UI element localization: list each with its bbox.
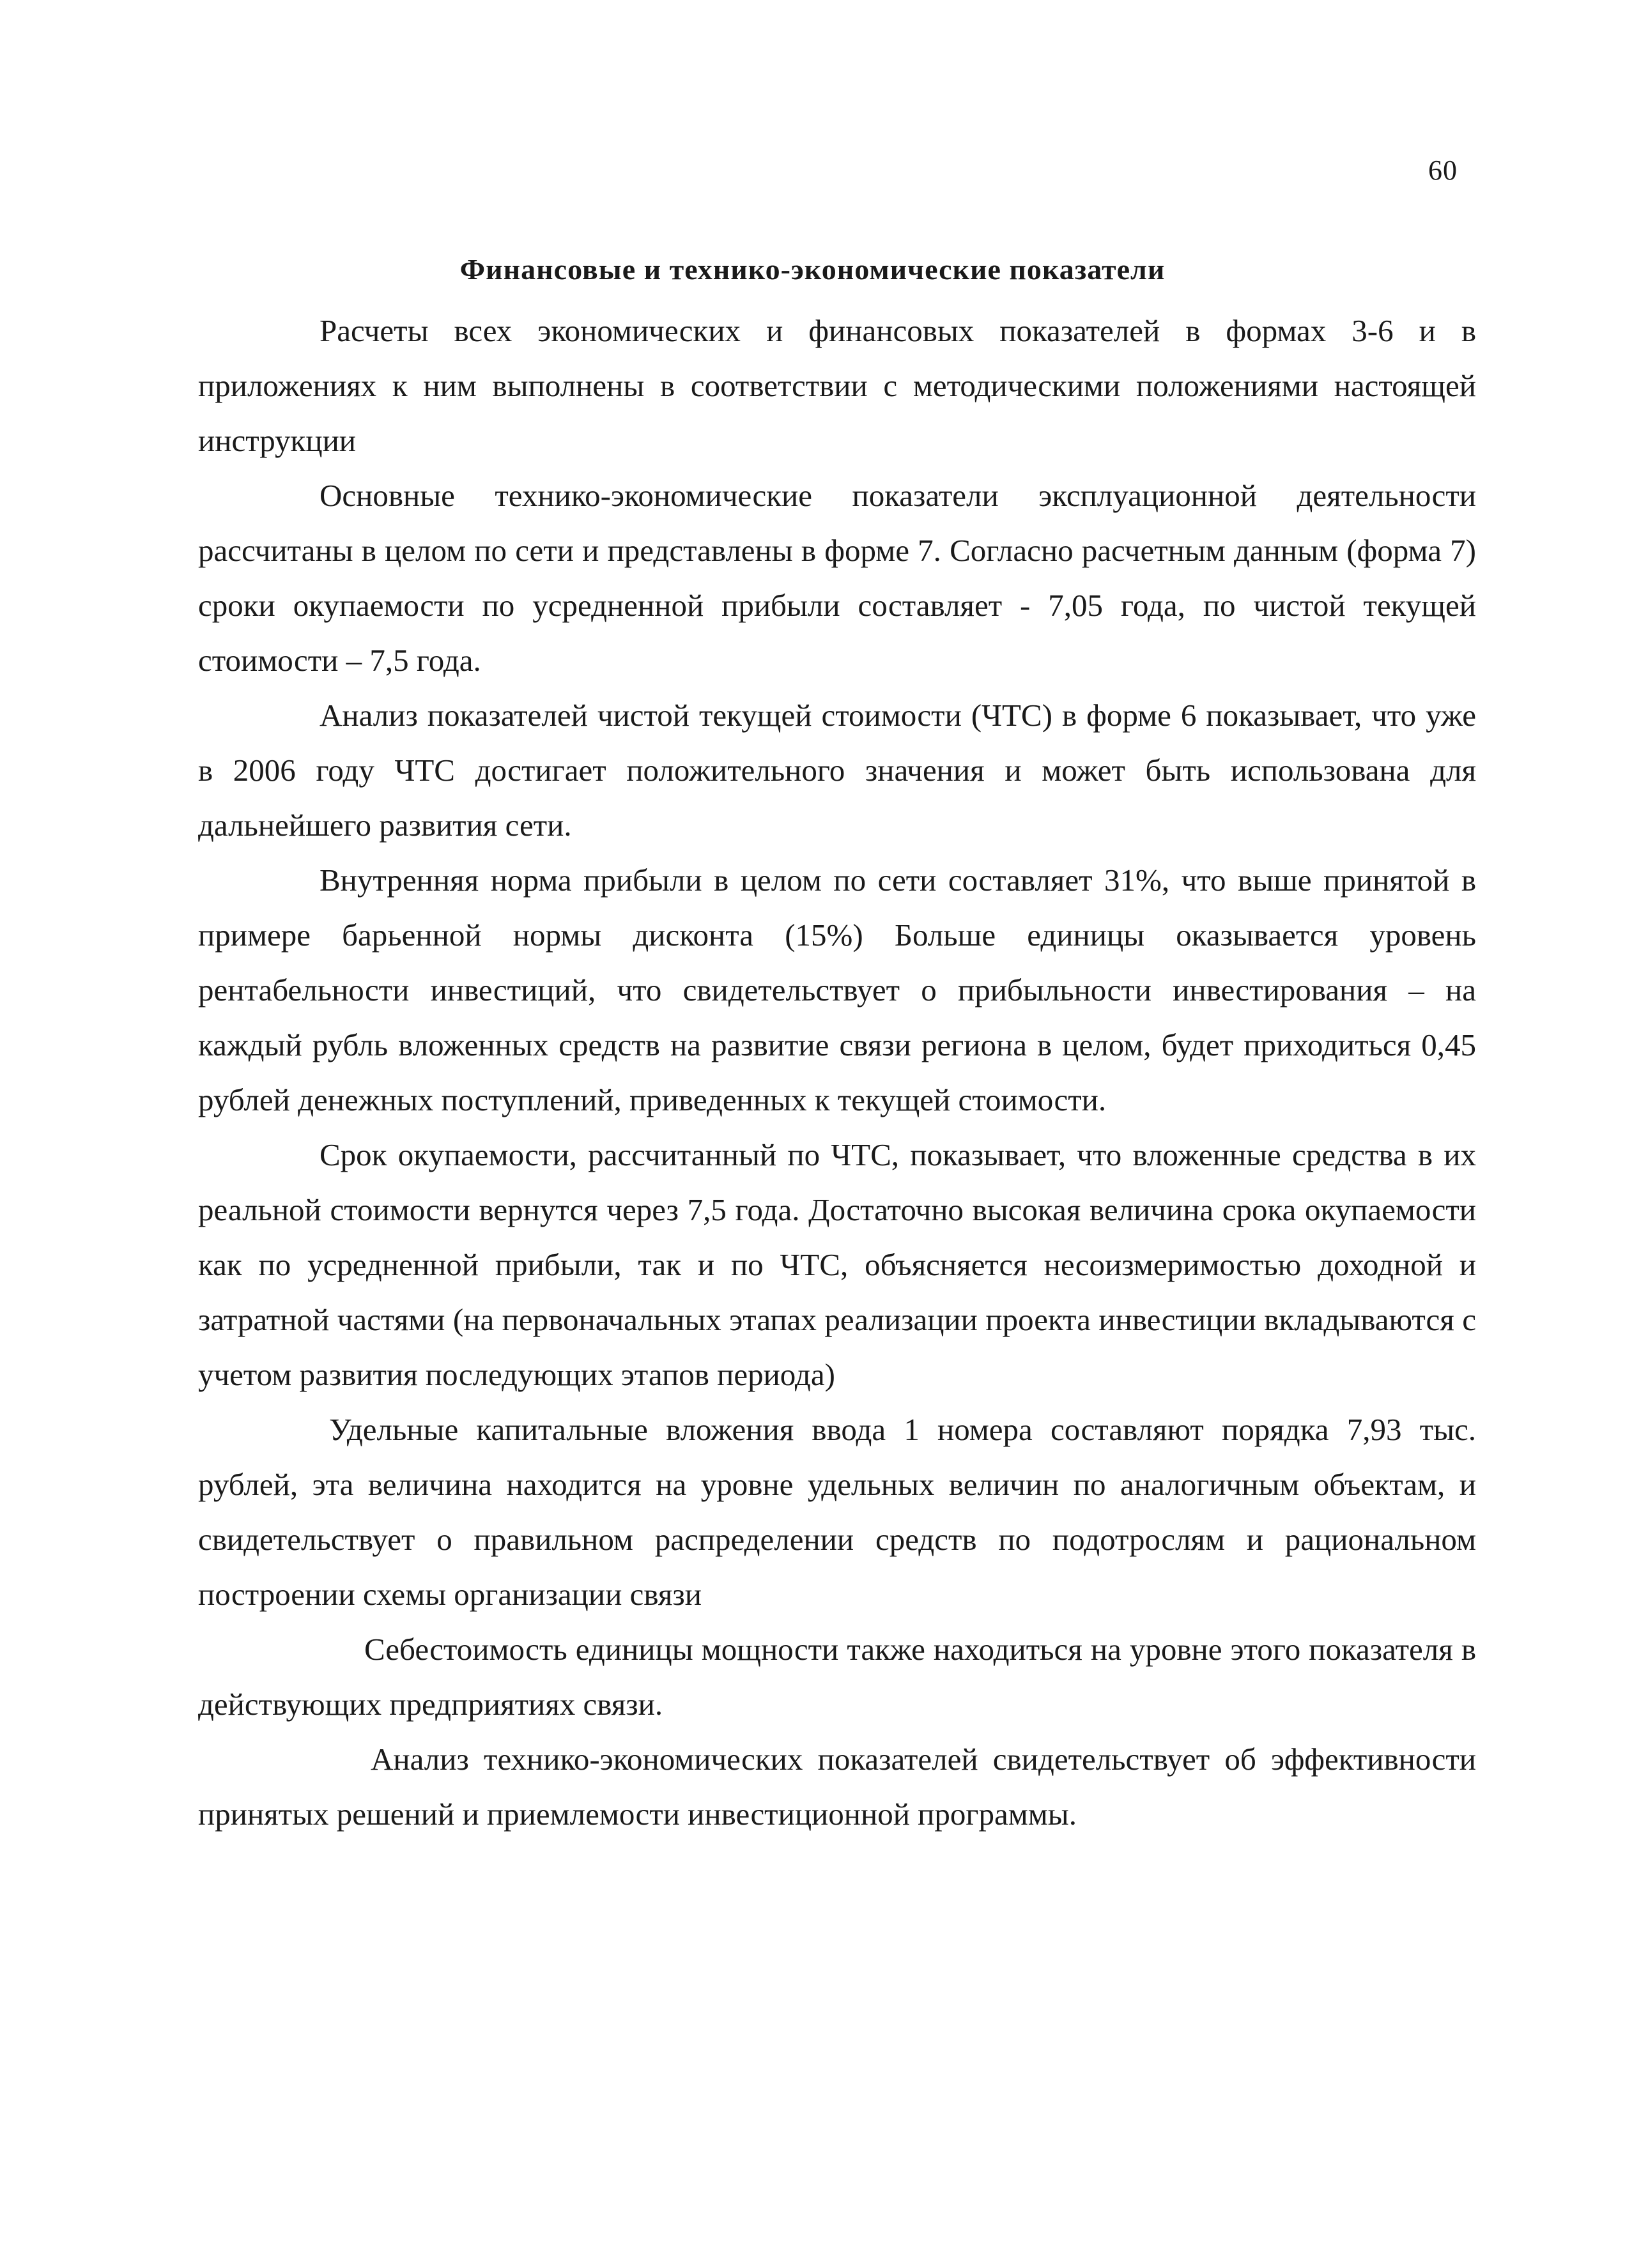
paragraph: Расчеты всех экономических и финансовых показателей в формах 3-6 и в приложениях к ним выполнены в соответствии с методическими положениями настоящей инструкции	[198, 313, 1476, 458]
paragraph: Внутренняя норма прибыли в целом по сети составляет 31%, что выше принятой в примере барьенной нормы дисконта (15%) Больше единицы оказывается уровень рентабельности инвестиций, что свидетельствует о прибыльности инвестирования – на каждый рубль вложенных средств на развитие связи региона в целом, будет приходиться 0,45 рублей денежных поступлений, приведенных к текущей стоимости.	[198, 862, 1476, 1117]
paragraph: Удельные капитальные вложения ввода 1 номера составляют порядка 7,93 тыс. рублей, эта величина находится на уровне удельных величин по аналогичным объектам, и свидетельствует о правильном распределении средств по подотрослям и рациональном построении схемы организации связи	[198, 1412, 1476, 1612]
page-number: 60	[1428, 155, 1458, 186]
section-heading: Финансовые и технико-экономические показатели	[459, 253, 1166, 286]
document-body	[198, 303, 1476, 1842]
paragraph: Срок окупаемости, рассчитанный по ЧТС, показывает, что вложенные средства в их реальной стоимости вернутся через 7,5 года. Достаточно высокая величина срока окупаемости как по усредненной прибыли, так и по ЧТС, объясняется несоизмеримостью доходной и затратной частями (на первоначальных этапах реализации проекта инвестиции вкладываются с учетом развития последующих этапов периода)	[198, 1137, 1476, 1392]
paragraph: Себестоимость единицы мощности также находиться на уровне этого показателя в действующих предприятиях связи.	[198, 1632, 1476, 1722]
paragraph: Основные технико-экономические показатели эксплуационной деятельности рассчитаны в целом по сети и представлены в форме 7. Согласно расчетным данным (форма 7) сроки окупаемости по усредненной прибыли составляет - 7,05 года, по чистой текущей стоимости – 7,5 года.	[198, 478, 1476, 678]
paragraph: Анализ технико-экономических показателей свидетельствует об эффективности принятых решений и приемлемости инвестиционной программы.	[198, 1742, 1476, 1832]
paragraph: Анализ показателей чистой текущей стоимости (ЧТС) в форме 6 показывает, что уже в 2006 году ЧТС достигает положительного значения и может быть использована для дальнейшего развития сети.	[198, 698, 1476, 843]
